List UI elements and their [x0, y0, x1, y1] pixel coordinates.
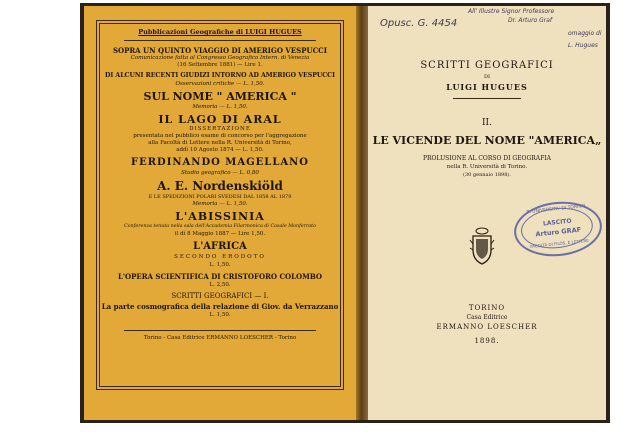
list-item-price: L. 2,50. [209, 282, 231, 288]
list-item: SCRITTI GEOGRAFICI — I. [171, 292, 269, 300]
publisher-city: TORINO [468, 304, 506, 312]
publisher-emblem [468, 226, 496, 266]
subtitle-date: (30 gennaio 1898). [463, 172, 511, 178]
list-footer: Torino - Casa Editrice ERMANNO LOESCHER - Torino [143, 335, 297, 341]
list-item-price: (16 Settembre 1881) — Lire 1. [177, 62, 263, 68]
author-name: LUIGI HUGUES [446, 82, 528, 92]
list-item-price: L. 1,50. [209, 312, 231, 318]
subtitle-line: PROLUSIONE AL CORSO DI GEOGRAFIA [422, 155, 551, 162]
left-page-publisher-list [84, 6, 356, 420]
divider [124, 40, 316, 41]
list-item: L'ABISSINIA [175, 210, 265, 223]
list-item: A. E. Nordenskiöld [157, 179, 283, 193]
list-header: Pubblicazioni Geografiche di LUIGI HUGUES [138, 28, 302, 36]
right-page-title [368, 6, 606, 420]
list-item-detail: Comunicazione fatta al Congresso Geografico Intern. di Venezia [130, 55, 310, 61]
publication-year: 1898. [474, 337, 500, 345]
list-item-price: Studio geografico — L. 0,80 [181, 170, 259, 176]
list-item-detail: alla Facoltà di Lettere nella R. Università di Torino, [148, 140, 292, 146]
stamp-text: R. UNIVERSITA' DI TORINO [526, 204, 586, 216]
list-item-price: L. 1,50. [209, 262, 231, 268]
subtitle-line: nella R. Università di Torino. [446, 164, 528, 170]
shelfmark-handwriting: Opusc. G. 4454 [380, 18, 458, 29]
list-item-price: Osservazioni critiche — L. 1,50. [175, 81, 265, 87]
book-title: LE VICENDE DEL NOME "AMERICA„ [372, 134, 602, 147]
list-item-detail: E LE SPEDIZIONI POLARI SVEDESI DAL 1858 AL 1879 [148, 194, 292, 200]
dedication-line: All' Illustre Signor Professore [468, 8, 555, 15]
list-item-detail: La parte cosmografica della relazione di Giov. da Verrazzano [101, 302, 339, 311]
list-item-price: Memoria — L. 1,50. [192, 104, 248, 110]
dedication-line: omaggio di [568, 30, 602, 37]
dedication-line: L. Hugues [568, 42, 598, 49]
list-item: L'AFRICA [193, 241, 247, 252]
list-item: L'OPERA SCIENTIFICA DI CRISTOFORO COLOMBO [117, 272, 323, 281]
stamp-text: Arturo GRAF [535, 225, 582, 239]
list-item: FERDINANDO MAGELLANO [131, 157, 309, 168]
list-item-price: Memoria — L. 1,50. [192, 201, 248, 207]
dedication-line: Dr. Arturo Graf [508, 17, 553, 24]
by-label: DI [484, 74, 490, 80]
stamp-text: FACOLTÀ DI FILOS. E LETTERE [529, 237, 590, 249]
list-item-detail: DISSERTAZIONE [189, 126, 251, 132]
list-item-detail: presentata nel pubblico esame di concorso per l'aggregazione [133, 133, 307, 139]
list-item-price: il dì 8 Maggio 1887 — Lire 1,50. [174, 231, 266, 237]
stamp-text: LASCITO [542, 217, 572, 228]
list-item: IL LAGO DI ARAL [158, 113, 282, 126]
list-item: SOPRA UN QUINTO VIAGGIO DI AMERIGO VESPUCCI [112, 46, 328, 55]
series-title: SCRITTI GEOGRAFICI [420, 60, 554, 71]
list-item-detail: SECONDO ERODOTO [174, 254, 266, 260]
list-item: DI ALCUNI RECENTI GIUDIZI INTORNO AD AMERIGO VESPUCCI [104, 72, 335, 79]
publisher-house: Casa Editrice [466, 314, 508, 321]
divider [453, 98, 521, 99]
publisher-name: ERMANNO LOESCHER [436, 323, 538, 331]
book-gutter [356, 6, 368, 420]
library-stamp [511, 198, 604, 261]
list-item-detail: Conferenza tenuta nella sala dell'Accademia Filarmonica di Casale Monferrato [124, 224, 316, 229]
list-item: SUL NOME " AMERICA " [143, 90, 297, 103]
divider [124, 330, 316, 331]
list-item-price: addì 10 Agosto 1874 — L. 1,50. [176, 147, 264, 153]
volume-number: II. [482, 118, 492, 128]
